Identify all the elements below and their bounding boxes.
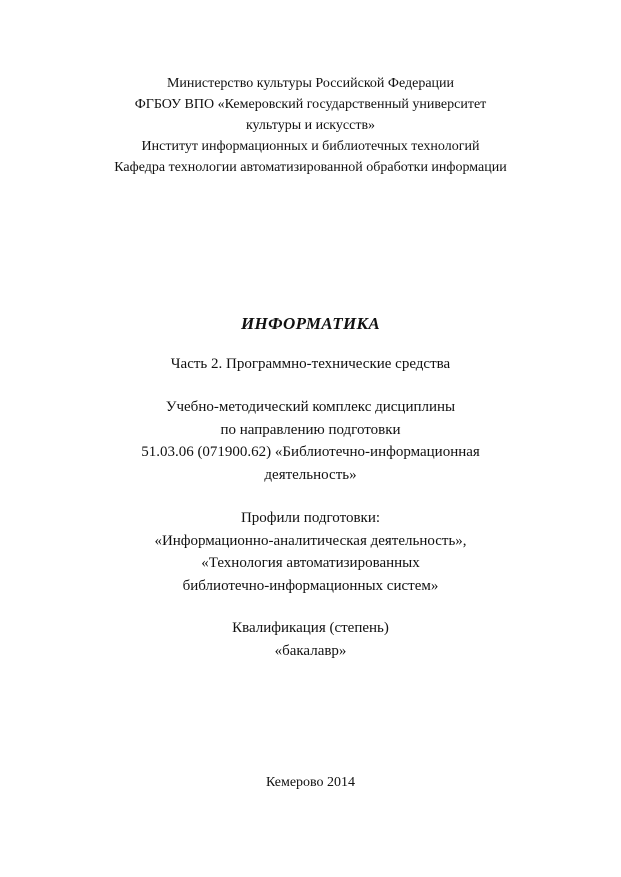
profile-item-continued: библиотечно-информационных систем» <box>182 577 439 594</box>
institution-header <box>0 73 621 178</box>
complex-line: деятельность» <box>264 466 357 483</box>
university-line: ФГБОУ ВПО «Кемеровский государственный университет <box>134 97 487 112</box>
profile-item: «Информационно-аналитическая деятельность», <box>154 532 467 549</box>
complex-line: Учебно-методический комплекс дисциплины <box>165 399 456 415</box>
profiles-heading: Профили подготовки: <box>240 510 381 526</box>
document-title: ИНФОРМАТИКА <box>241 314 380 333</box>
department-line: Кафедра технологии автоматизированной обработки информации <box>114 160 507 175</box>
institute-line: Институт информационных и библиотечных технологий <box>141 139 480 154</box>
qualification-value: «бакалавр» <box>274 642 347 659</box>
training-profiles <box>0 507 621 597</box>
complex-line: по направлению подготовки <box>220 421 401 438</box>
ministry-line: Министерство культуры Российской Федерации <box>166 76 455 91</box>
qualification <box>0 617 621 662</box>
document-part: Часть 2. Программно-технические средства <box>170 356 451 372</box>
university-line-continued: культуры и искусств» <box>245 118 376 133</box>
profile-item: «Технология автоматизированных <box>201 555 420 571</box>
qualification-label: Квалификация (степень) <box>232 620 389 636</box>
course-complex-description <box>0 396 621 486</box>
city-year: Кемерово 2014 <box>265 775 356 790</box>
complex-line: 51.03.06 (071900.62) «Библиотечно-информационная <box>141 444 480 460</box>
